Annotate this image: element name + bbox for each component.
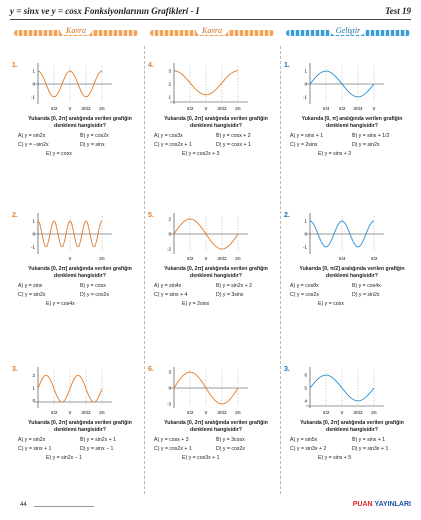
y-tick-label: 3 [168, 369, 171, 375]
question-text: Yukarıda [0, 2π] aralığında verilen grafiğin denklemi hangisidir? [164, 116, 268, 129]
function-graph [296, 212, 392, 262]
option-c[interactable]: C) y = cos2x + 1 [154, 142, 192, 148]
y-tick-label: -1 [30, 94, 35, 100]
band-label: Kavra [60, 26, 92, 35]
band-kavra-2 [150, 26, 274, 40]
x-tick-label: 2π [235, 410, 241, 415]
y-tick-label: -1 [30, 244, 35, 250]
question-7 [284, 62, 414, 190]
x-tick-label: 2π [99, 106, 105, 111]
header-rule [10, 19, 411, 20]
y-tick-label: 1 [32, 218, 35, 224]
option-d[interactable]: D) y = cosx + 1 [216, 142, 251, 148]
y-tick-label: 4 [304, 398, 307, 404]
question-number: 5. [148, 212, 154, 219]
question-text: Yukarıda [0, 2π] aralığında verilen grafiğin denklemi hangisidir? [28, 420, 132, 433]
y-tick-label: 1 [32, 68, 35, 74]
option-b[interactable]: B) y = cosx + 2 [216, 133, 251, 139]
option-a[interactable]: A) y = sin4x [154, 283, 182, 289]
question-9 [284, 366, 414, 494]
question-4 [148, 62, 278, 190]
x-tick-label: π [68, 256, 72, 261]
option-a[interactable]: A) y = sin2x [18, 133, 46, 139]
y-tick-label: 6 [304, 372, 307, 378]
x-tick-label: 3π/2 [81, 106, 91, 111]
option-d[interactable]: D) y = cos2x [216, 446, 245, 452]
option-c[interactable]: C) y = 2sinx [290, 142, 318, 148]
x-tick-label: π [204, 410, 208, 415]
option-e[interactable]: E) y = 2sinx [182, 301, 210, 307]
option-e[interactable]: E) y = sin2x − 1 [46, 455, 83, 461]
x-tick-label: 3π/2 [353, 410, 363, 415]
function-graph [24, 366, 120, 416]
option-c[interactable]: C) y = cos2x + 1 [154, 446, 192, 452]
option-b[interactable]: B) y = sinx + 1 [352, 437, 386, 443]
y-tick-label: 0 [32, 231, 35, 237]
option-b[interactable]: B) y = cos2x [80, 133, 109, 139]
publisher-logo: PUAN YAYINLARI [352, 501, 411, 508]
test-number: Test 19 [385, 6, 411, 16]
option-b[interactable]: B) y = sinx + 1/2 [352, 133, 390, 139]
option-a[interactable]: A) y = cosx + 3 [154, 437, 189, 443]
question-5 [148, 212, 278, 340]
x-tick-label: π/2 [186, 256, 194, 261]
option-d[interactable]: D) y = cos2x [80, 292, 109, 298]
question-8 [284, 212, 414, 340]
option-a[interactable]: A) y = sin5x [290, 437, 318, 443]
y-tick-label: -1 [302, 244, 307, 250]
option-b[interactable]: B) y = sin2x + 1 [80, 437, 117, 443]
page-footer [10, 500, 411, 514]
question-2 [12, 212, 142, 340]
y-tick-label: 2 [168, 216, 171, 222]
function-graph [160, 212, 256, 262]
question-number: 4. [148, 62, 154, 69]
y-tick-label: 3 [168, 68, 171, 74]
x-tick-label: π [204, 256, 208, 261]
x-tick-label: 2π [99, 410, 105, 415]
x-tick-label: π/4 [338, 256, 346, 261]
option-e[interactable]: E) y = cosx [46, 151, 72, 157]
option-c[interactable]: C) y = sinx + 4 [154, 292, 188, 298]
question-number: 3. [12, 366, 18, 373]
x-tick-label: π/2 [370, 256, 378, 261]
x-tick-label: 3π/2 [217, 410, 227, 415]
option-e[interactable]: E) y = cos2x + 3 [182, 151, 220, 157]
question-number: 2. [284, 212, 290, 219]
y-tick-label: 0 [32, 398, 35, 404]
question-text: Yukarıda [0, π/2] aralığında verilen grafiğin denklemi hangisidir? [299, 266, 405, 279]
option-e[interactable]: E) y = sinx + 5 [318, 455, 352, 461]
question-text: Yukarıda [0, 2π] aralığında verilen grafiğin denklemi hangisidir? [164, 420, 268, 433]
y-tick-label: 0 [168, 231, 171, 237]
option-d[interactable]: D) y = sin2x [352, 292, 380, 298]
option-c[interactable]: C) y = sinx + 1 [18, 446, 52, 452]
function-graph [160, 62, 256, 112]
y-tick-label: 0 [304, 231, 307, 237]
option-a[interactable]: A) y = sinx [18, 283, 43, 289]
option-e[interactable]: E) y = cosx [318, 301, 344, 307]
option-a[interactable]: A) y = cos8x [290, 283, 319, 289]
y-tick-label: 5 [304, 385, 307, 391]
option-b[interactable]: B) y = 3cosx [216, 437, 245, 443]
question-text: Yukarıda [0, 2π] aralığında verilen grafiğin denklemi hangisidir? [300, 420, 404, 433]
question-text: Yukarıda [0, 2π] aralığında verilen grafiğin denklemi hangisidir? [164, 266, 268, 279]
question-1 [12, 62, 142, 190]
x-tick-label: 3π/2 [81, 410, 91, 415]
x-tick-label: 2π [371, 410, 377, 415]
option-b[interactable]: B) y = sin2x + 2 [216, 283, 253, 289]
option-c[interactable]: C) y = −sin2x [18, 142, 49, 148]
option-c[interactable]: C) y = sin2x [18, 292, 46, 298]
x-tick-label: π [340, 410, 344, 415]
question-number: 2. [12, 212, 18, 219]
page-header [10, 4, 411, 22]
y-tick-label: 1 [304, 68, 307, 74]
y-tick-label: 1 [304, 218, 307, 224]
y-tick-label: -2 [166, 246, 171, 252]
x-tick-label: π/2 [50, 106, 58, 111]
x-tick-label: 2π [99, 256, 105, 261]
y-tick-label: 0 [32, 81, 35, 87]
question-6 [148, 366, 278, 494]
x-tick-label: π/2 [338, 106, 346, 111]
function-graph [24, 62, 120, 112]
x-tick-label: π [68, 106, 72, 111]
y-tick-label: 0 [168, 385, 171, 391]
page-number: 44 [20, 502, 27, 508]
option-d[interactable]: D) y = sinx [80, 142, 105, 148]
option-c[interactable]: C) y = sin3x + 2 [290, 446, 327, 452]
band-kavra-1 [14, 26, 138, 40]
column-divider [144, 46, 145, 494]
x-tick-label: π/2 [50, 410, 58, 415]
question-3 [12, 366, 142, 494]
question-number: 6. [148, 366, 154, 373]
option-a[interactable]: A) y = sinx + 1 [290, 133, 324, 139]
y-tick-label: -1 [302, 94, 307, 100]
footer-rule [34, 506, 94, 507]
x-tick-label: π [372, 106, 376, 111]
option-b[interactable]: B) y = cos4x [352, 283, 381, 289]
x-tick-label: π/2 [322, 410, 330, 415]
option-e[interactable]: E) y = sinx + 2 [318, 151, 352, 157]
x-tick-label: 3π/4 [353, 106, 363, 111]
x-tick-label: 2π [235, 256, 241, 261]
function-graph [160, 366, 256, 416]
x-tick-label: π [68, 410, 72, 415]
question-number: 1. [12, 62, 18, 69]
question-text: Yukarıda [0, 2π] aralığında verilen grafiğin denklemi hangisidir? [28, 266, 132, 279]
x-tick-label: π [204, 106, 208, 111]
column-divider [280, 46, 281, 494]
y-tick-label: 1 [168, 94, 171, 100]
option-d[interactable]: D) y = sinx − 1 [80, 446, 114, 452]
y-tick-label: 0 [304, 81, 307, 87]
option-e[interactable]: E) y = cos4x [46, 301, 75, 307]
band-gelistir [286, 26, 410, 40]
y-tick-label: 2 [32, 372, 35, 378]
x-tick-label: 3π/2 [217, 106, 227, 111]
function-graph [296, 366, 392, 416]
option-d[interactable]: D) y = 3sinx [216, 292, 244, 298]
x-tick-label: π/2 [186, 106, 194, 111]
band-label: Kavra [196, 26, 228, 35]
option-a[interactable]: A) y = cos3x [154, 133, 183, 139]
page-title: y = sinx ve y = cosx Fonksiyonlarının Grafikleri - I [10, 6, 200, 16]
x-tick-label: 3π/2 [217, 256, 227, 261]
x-tick-label: π/2 [186, 410, 194, 415]
x-tick-label: 2π [235, 106, 241, 111]
option-e[interactable]: E) y = cos3x + 1 [182, 455, 220, 461]
option-c[interactable]: C) y = cos2x [290, 292, 319, 298]
question-number: 3. [284, 366, 290, 373]
question-text: Yukarıda [0, 2π] aralığında verilen grafiğin denklemi hangisidir? [28, 116, 132, 129]
y-tick-label: 2 [168, 81, 171, 87]
function-graph [296, 62, 392, 112]
band-label: Geliştir [330, 26, 366, 35]
option-b[interactable]: B) y = cosx [80, 283, 106, 289]
y-tick-label: -3 [166, 401, 171, 407]
option-d[interactable]: D) y = sin2x [352, 142, 380, 148]
y-tick-label: 1 [32, 385, 35, 391]
question-number: 1. [284, 62, 290, 69]
option-d[interactable]: D) y = sin3x + 1 [352, 446, 389, 452]
function-graph [24, 212, 120, 262]
x-tick-label: π/4 [322, 106, 330, 111]
option-a[interactable]: A) y = sin2x [18, 437, 46, 443]
question-text: Yukarıda [0, π] aralığında verilen grafiğin denklemi hangisidir? [301, 116, 403, 129]
